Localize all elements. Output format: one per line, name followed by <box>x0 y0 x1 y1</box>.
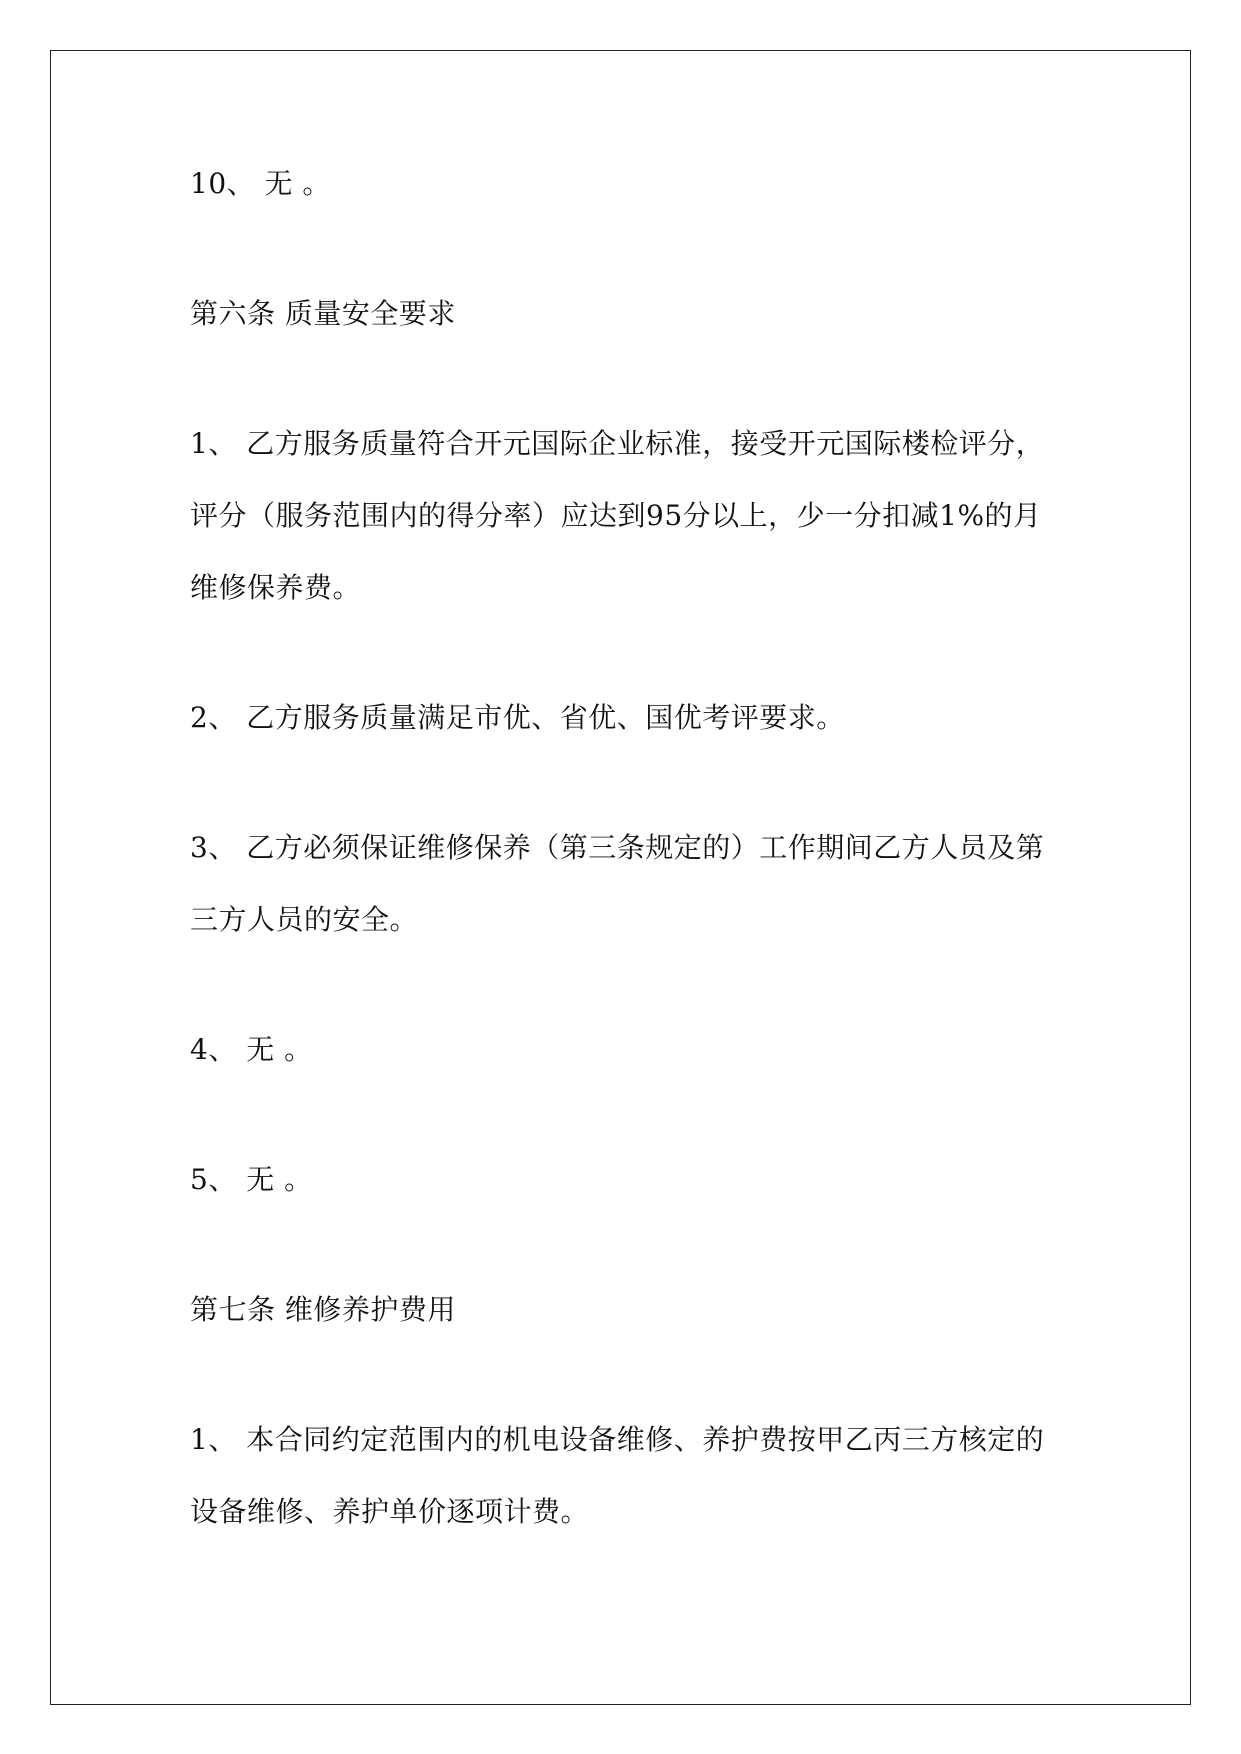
section-7-heading: 第七条 维修养护费用 <box>190 1293 456 1326</box>
section-6-item-1-line-3: 维修保养费。 <box>190 571 362 604</box>
section-6-item-5: 5、 无 。 <box>190 1163 313 1196</box>
section-7-item-1-line-1: 1、 本合同约定范围内的机电设备维修、养护费按甲乙丙三方核定的 <box>190 1423 1045 1456</box>
section-6-item-3-line-2: 三方人员的安全。 <box>190 903 419 936</box>
section-6-item-2: 2、 乙方服务质量满足市优、省优、国优考评要求。 <box>190 701 845 734</box>
section-6-item-1-line-2: 评分（服务范围内的得分率）应达到95分以上，少一分扣减1%的月 <box>190 499 1042 532</box>
section-6-heading: 第六条 质量安全要求 <box>190 297 456 330</box>
section-6-item-3-line-1: 3、 乙方必须保证维修保养（第三条规定的）工作期间乙方人员及第 <box>190 831 1045 864</box>
section-6-item-1-line-1: 1、 乙方服务质量符合开元国际企业标准，接受开元国际楼检评分， <box>190 427 1045 460</box>
section-7-item-1-line-2: 设备维修、养护单价逐项计费。 <box>190 1495 590 1528</box>
item-10-none: 10、 无 。 <box>190 167 331 200</box>
section-6-item-4: 4、 无 。 <box>190 1033 313 1066</box>
